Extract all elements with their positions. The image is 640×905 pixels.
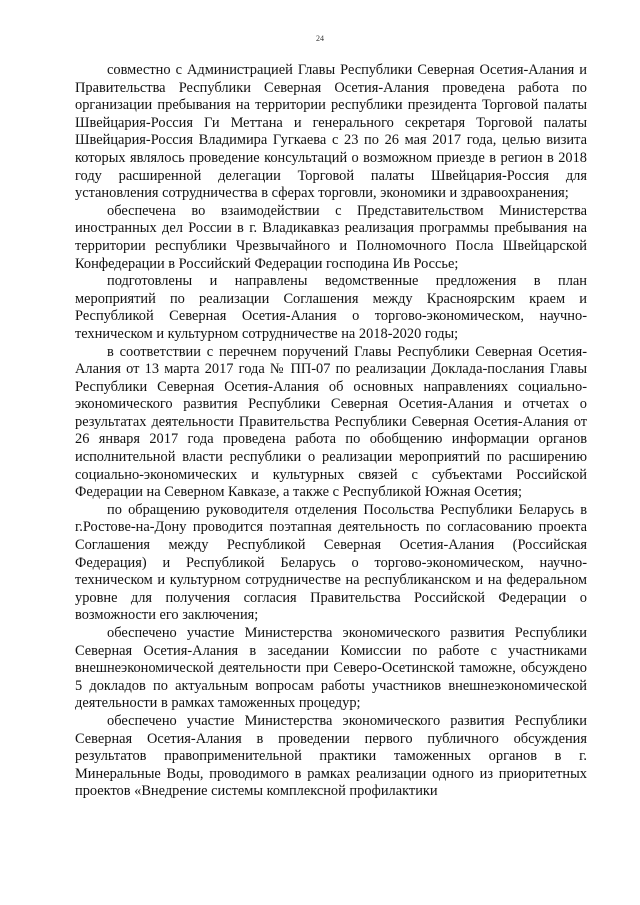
paragraph-krasnoyarsk-agreement: подготовлены и направлены ведомственные предложения в план мероприятий по реализации Соглашения между Красноярским краем и Республикой Северная Осетия-Алания о торгово-экономическом, научно-техническом и культурном сотрудничестве на 2018-2020 годы;	[75, 273, 587, 342]
paragraph-swiss-ambassador-visit: обеспечена во взаимодействии с Представительством Министерства иностранных дел России в г. Владикавказ реализация программы пребывания на территории республики Чрезвычайного и Полномочного Посла Швейцарской Конфедерации в Российский Федерации господина Ив Россье;	[75, 202, 587, 272]
document-body	[75, 62, 587, 801]
paragraph-switzerland-chamber-visit: совместно с Администрацией Главы Республики Северная Осетия-Алания и Правительства Республики Северная Осетия-Алания проведена работа по организации пребывания на территории республики президента Торговой палаты Швейцария-Россия Ги Меттана и генерального секретаря Торговой палаты Швейцария-Россия Владимира Гугкаева с 23 по 26 мая 2017 года, целью визита которых являлось проведение консультаций о возможном приезде в регион в 2018 году расширенной делегации Торговой палаты Швейцария-Россия для установления сотрудничества в сферах торговли, экономики и здравоохранения;	[75, 62, 587, 202]
paragraph-belarus-agreement: по обращению руководителя отделения Посольства Республики Беларусь в г.Ростове-на-Дону проводится поэтапная деятельность по согласованию проекта Соглашения между Республикой Северная Осетия-Алания (Российская Федерация) и Республикой Беларусь о торгово-экономическом, научно-техническом и культурном сотрудничестве на республиканском и на федеральном уровне для получения согласия Правительства Российской Федерации о возможности его заключения;	[75, 501, 587, 624]
paragraph-customs-commission: обеспечено участие Министерства экономического развития Республики Северная Осетия-Алания в заседании Комиссии по работе с участниками внешнеэкономической деятельности при Северо-Осетинской таможне, обсуждено 5 докладов по актуальным вопросам работы участников внешнеэкономической деятельности в рамках таможенных процедур;	[75, 625, 587, 712]
page-number: 24	[316, 34, 324, 43]
paragraph-public-discussion: обеспечено участие Министерства экономического развития Республики Северная Осетия-Алания в проведении первого публичного обсуждения результатов правоприменительной практики таможенных органов в г. Минеральные Воды, проводимого в рамках реализации одного из приоритетных проектов «Внедрение системы комплексной профилактики	[75, 712, 587, 800]
paragraph-head-instructions: в соответствии с перечнем поручений Главы Республики Северная Осетия-Алания от 13 марта 2017 года № ПП-07 по реализации Доклада-послания Главы Республики Северная Осетия-Алания об основных направлениях социально-экономического развития Республики Северная Осетия-Алания и отчетах о результатах деятельности Правительства Республики Северная Осетия-Алания от 26 января 2017 года проведена работа по обобщению информации органов исполнительной власти республики о реализации мероприятий по расширению социально-экономических и культурных связей с субъектами Российской Федерации на Северном Кавказе, а также с Республикой Южная Осетия;	[75, 343, 587, 501]
